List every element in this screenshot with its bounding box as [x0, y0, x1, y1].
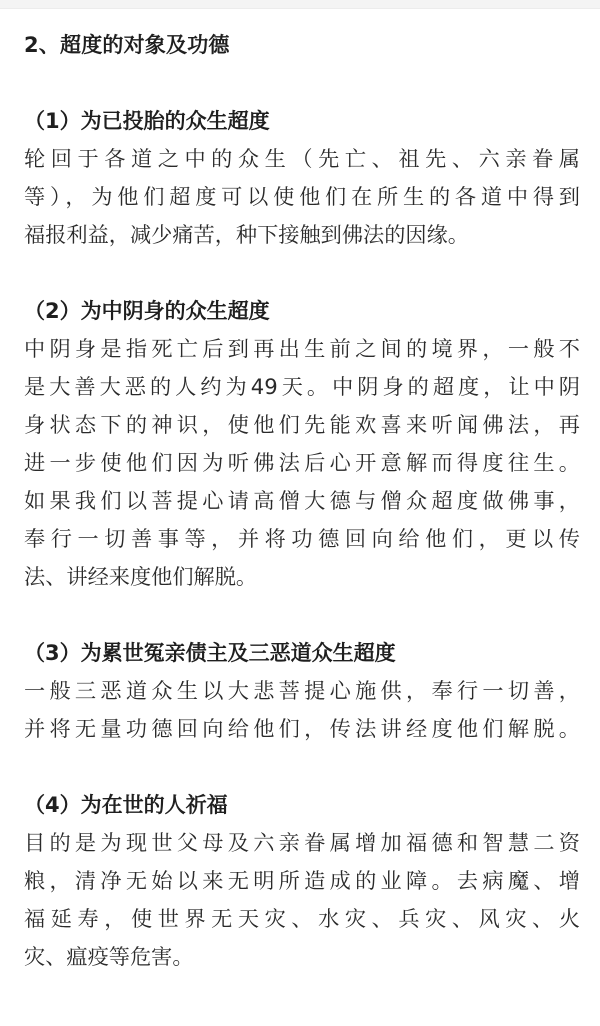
subsection-paragraph [24, 140, 580, 254]
paragraph-line: 法、讲经来度他们解脱。 [24, 564, 258, 589]
paragraph-line: 奉行一切善事等，并将功德回向给他们，更以传 [24, 526, 580, 551]
paragraph-line: 身状态下的神识，使他们先能欢喜来听闻佛法，再 [24, 412, 580, 437]
subsection-heading: （4）为在世的人祈福 [24, 793, 228, 817]
subsection-blessing-living [24, 786, 580, 976]
paragraph-line: 中阴身是指死亡后到再出生前之间的境界，一般不 [24, 336, 580, 361]
subsection-heading: （2）为中阴身的众生超度 [24, 299, 270, 323]
paragraph-line: 是大善大恶的人约为49天。中阴身的超度，让中阴 [24, 374, 580, 399]
paragraph-line: 等），为他们超度可以使他们在所生的各道中得到 [24, 184, 580, 209]
paragraph-line: 粮，清净无始以来无明所造成的业障。去病魔、增 [24, 868, 580, 893]
paragraph-line: 进一步使他们因为听佛法后心开意解而得度往生。 [24, 450, 580, 475]
subsection-intermediate-state [24, 292, 580, 596]
article-body [24, 26, 580, 1014]
paragraph-line: 一般三恶道众生以大悲菩提心施供，奉行一切善， [24, 678, 580, 703]
paragraph-line: 并将无量功德回向给他们，传法讲经度他们解脱。 [24, 716, 580, 741]
paragraph-line: 如果我们以菩提心请高僧大德与僧众超度做佛事， [24, 488, 580, 513]
paragraph-line: 轮回于各道之中的众生（先亡、祖先、六亲眷属 [24, 146, 580, 171]
subsection-heading: （1）为已投胎的众生超度 [24, 109, 270, 133]
paragraph-line: 福延寿，使世界无天灾、水灾、兵灾、风灾、火 [24, 906, 580, 931]
subsection-reborn-beings [24, 102, 580, 254]
paragraph-line: 福报利益，减少痛苦，种下接触到佛法的因缘。 [24, 222, 469, 247]
subsection-paragraph [24, 330, 580, 596]
subsection-paragraph [24, 824, 580, 976]
paragraph-line: 目的是为现世父母及六亲眷属增加福德和智慧二资 [24, 830, 580, 855]
subsection-heading: （3）为累世冤亲债主及三恶道众生超度 [24, 641, 396, 665]
paragraph-line: 灾、瘟疫等危害。 [24, 944, 194, 969]
section-title: 2、超度的对象及功德 [24, 33, 230, 57]
subsection-paragraph [24, 672, 580, 748]
top-divider [0, 0, 600, 9]
subsection-karmic-creditors [24, 634, 580, 748]
